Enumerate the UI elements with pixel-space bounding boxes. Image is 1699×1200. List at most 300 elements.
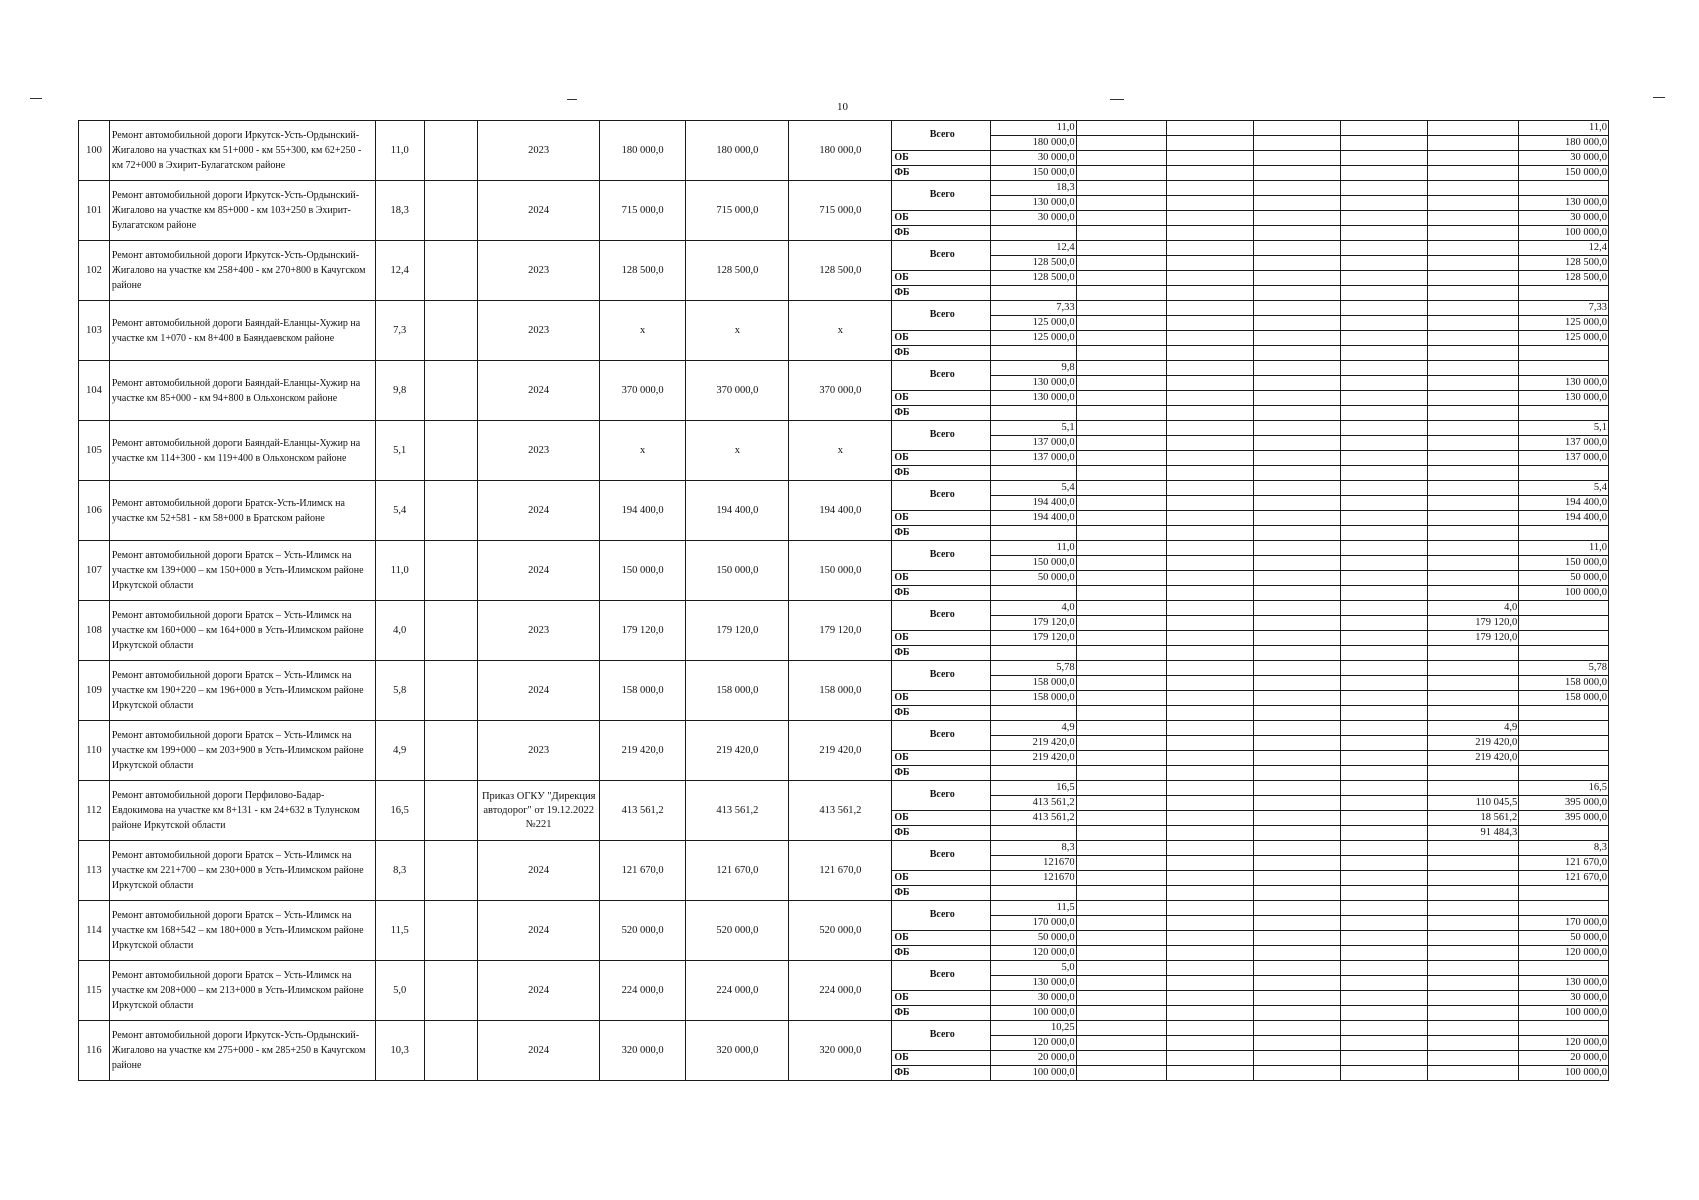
period-value	[1427, 766, 1519, 781]
empty-cell	[1253, 901, 1341, 916]
empty-cell	[1341, 166, 1427, 181]
road-length: 12,4	[375, 241, 424, 301]
empty-cell	[1167, 841, 1253, 856]
funding-label: Всего	[892, 841, 991, 871]
empty-cell	[1076, 586, 1167, 601]
total-value: 128 500,0	[991, 271, 1076, 286]
period-value	[1427, 916, 1519, 931]
repair-year: 2023	[478, 721, 599, 781]
funding-label: Всего	[892, 601, 991, 631]
funding-label: ФБ	[892, 346, 991, 361]
road-length: 4,9	[375, 721, 424, 781]
total-value: 20 000,0	[991, 1051, 1076, 1066]
empty-cell	[424, 601, 478, 661]
total-value: 150 000,0	[991, 166, 1076, 181]
cost-value: 320 000,0	[789, 1021, 892, 1081]
empty-cell	[1076, 571, 1167, 586]
period-value: 100 000,0	[1519, 226, 1609, 241]
row-number: 101	[79, 181, 110, 241]
empty-cell	[1167, 271, 1253, 286]
empty-cell	[1076, 541, 1167, 556]
row-number: 108	[79, 601, 110, 661]
road-length: 11,0	[375, 541, 424, 601]
page-number: 10	[837, 101, 848, 113]
cost-value: 179 120,0	[789, 601, 892, 661]
period-value: 158 000,0	[1519, 691, 1609, 706]
repair-year: 2024	[478, 661, 599, 721]
empty-cell	[1341, 541, 1427, 556]
period-value	[1427, 646, 1519, 661]
empty-cell	[1167, 196, 1253, 211]
cost-value: 224 000,0	[789, 961, 892, 1021]
period-value: 100 000,0	[1519, 1006, 1609, 1021]
empty-cell	[1167, 151, 1253, 166]
funding-label: ОБ	[892, 571, 991, 586]
empty-cell	[1253, 331, 1341, 346]
period-value	[1427, 976, 1519, 991]
empty-cell	[1341, 931, 1427, 946]
empty-cell	[1167, 181, 1253, 196]
period-value: 120 000,0	[1519, 1036, 1609, 1051]
total-value: 413 561,2	[991, 796, 1076, 811]
period-value: 121 670,0	[1519, 871, 1609, 886]
period-value	[1519, 706, 1609, 721]
period-value	[1427, 466, 1519, 481]
period-value: 8,3	[1519, 841, 1609, 856]
road-name: Ремонт автомобильной дороги Иркутск-Усть-Ордынский-Жигалово на участке км 85+000 - км 103+250 в Эхирит-Булагатском районе	[109, 181, 375, 241]
cost-value: 179 120,0	[599, 601, 685, 661]
row-number: 115	[79, 961, 110, 1021]
cost-value: 413 561,2	[599, 781, 685, 841]
total-value: 130 000,0	[991, 196, 1076, 211]
funding-label: Всего	[892, 1021, 991, 1051]
table-row	[79, 121, 1609, 136]
empty-cell	[1167, 736, 1253, 751]
period-value	[1427, 1036, 1519, 1051]
repair-year: 2024	[478, 481, 599, 541]
period-value: 137 000,0	[1519, 436, 1609, 451]
empty-cell	[1341, 661, 1427, 676]
empty-cell	[1076, 1051, 1167, 1066]
period-value: 125 000,0	[1519, 331, 1609, 346]
funding-label: ОБ	[892, 451, 991, 466]
empty-cell	[1076, 751, 1167, 766]
period-value	[1427, 1066, 1519, 1081]
period-value	[1519, 766, 1609, 781]
empty-cell	[1076, 916, 1167, 931]
period-value: 170 000,0	[1519, 916, 1609, 931]
empty-cell	[1076, 871, 1167, 886]
empty-cell	[1076, 481, 1167, 496]
period-value	[1519, 346, 1609, 361]
empty-cell	[1076, 736, 1167, 751]
total-value: 125 000,0	[991, 331, 1076, 346]
empty-cell	[1253, 211, 1341, 226]
funding-label: ОБ	[892, 931, 991, 946]
period-value: 194 400,0	[1519, 496, 1609, 511]
cost-value: 128 500,0	[789, 241, 892, 301]
cost-value: 180 000,0	[686, 121, 789, 181]
table-row	[79, 721, 1609, 736]
road-repair-table	[78, 120, 1609, 1081]
empty-cell	[1167, 661, 1253, 676]
period-value: 150 000,0	[1519, 166, 1609, 181]
period-value: 50 000,0	[1519, 931, 1609, 946]
road-name: Ремонт автомобильной дороги Братск – Усть-Илимск на участке км 160+000 – км 164+000 в Усть-Илимском районе Иркутской области	[109, 601, 375, 661]
empty-cell	[1076, 241, 1167, 256]
row-number: 105	[79, 421, 110, 481]
empty-cell	[1076, 1066, 1167, 1081]
empty-cell	[1076, 556, 1167, 571]
empty-cell	[1341, 316, 1427, 331]
repair-year: 2024	[478, 1021, 599, 1081]
empty-cell	[1341, 421, 1427, 436]
row-number: 100	[79, 121, 110, 181]
empty-cell	[1253, 181, 1341, 196]
period-value	[1519, 886, 1609, 901]
empty-cell	[1341, 646, 1427, 661]
total-value: 120 000,0	[991, 1036, 1076, 1051]
period-value: 5,1	[1519, 421, 1609, 436]
empty-cell	[1253, 136, 1341, 151]
total-value: 11,0	[991, 541, 1076, 556]
period-value	[1427, 166, 1519, 181]
empty-cell	[1076, 151, 1167, 166]
road-name: Ремонт автомобильной дороги Баяндай-Еланцы-Хужир на участке км 114+300 - км 119+400 в Ольхонском районе	[109, 421, 375, 481]
repair-year: 2024	[478, 841, 599, 901]
period-value	[1427, 526, 1519, 541]
period-value	[1427, 706, 1519, 721]
cost-value: 194 400,0	[599, 481, 685, 541]
period-value	[1519, 616, 1609, 631]
empty-cell	[1341, 361, 1427, 376]
cost-value: 715 000,0	[599, 181, 685, 241]
funding-label: ФБ	[892, 706, 991, 721]
road-length: 5,1	[375, 421, 424, 481]
empty-cell	[1167, 331, 1253, 346]
funding-label: Всего	[892, 481, 991, 511]
empty-cell	[1341, 451, 1427, 466]
total-value: 150 000,0	[991, 556, 1076, 571]
funding-label: ФБ	[892, 166, 991, 181]
road-name: Ремонт автомобильной дороги Иркутск-Усть-Ордынский-Жигалово на участке км 258+400 - км 270+800 в Качугском районе	[109, 241, 375, 301]
empty-cell	[1341, 1066, 1427, 1081]
empty-cell	[1341, 991, 1427, 1006]
funding-label: ФБ	[892, 766, 991, 781]
total-value: 50 000,0	[991, 931, 1076, 946]
total-value: 121670	[991, 871, 1076, 886]
period-value	[1519, 601, 1609, 616]
row-number: 113	[79, 841, 110, 901]
empty-cell	[1076, 466, 1167, 481]
road-name: Ремонт автомобильной дороги Баяндай-Еланцы-Хужир на участке км 1+070 - км 8+400 в Баяндаевском районе	[109, 301, 375, 361]
period-value	[1519, 646, 1609, 661]
empty-cell	[1076, 316, 1167, 331]
period-value	[1427, 376, 1519, 391]
period-value	[1427, 496, 1519, 511]
period-value	[1519, 526, 1609, 541]
total-value: 4,0	[991, 601, 1076, 616]
empty-cell	[1167, 226, 1253, 241]
empty-cell	[1253, 931, 1341, 946]
empty-cell	[1167, 391, 1253, 406]
cost-value: 194 400,0	[686, 481, 789, 541]
road-name: Ремонт автомобильной дороги Братск – Усть-Илимск на участке км 139+000 – км 150+000 в Усть-Илимском районе Иркутской области	[109, 541, 375, 601]
period-value: 130 000,0	[1519, 376, 1609, 391]
table-body	[79, 121, 1609, 1081]
cost-value: 520 000,0	[599, 901, 685, 961]
empty-cell	[424, 301, 478, 361]
funding-label: Всего	[892, 121, 991, 151]
empty-cell	[424, 361, 478, 421]
empty-cell	[1076, 511, 1167, 526]
period-value	[1427, 436, 1519, 451]
total-value: 5,1	[991, 421, 1076, 436]
period-value: 100 000,0	[1519, 1066, 1609, 1081]
empty-cell	[1253, 151, 1341, 166]
table-row	[79, 661, 1609, 676]
empty-cell	[1167, 961, 1253, 976]
funding-label: ОБ	[892, 151, 991, 166]
road-name: Ремонт автомобильной дороги Баяндай-Еланцы-Хужир на участке км 85+000 - км 94+800 в Ольхонском районе	[109, 361, 375, 421]
empty-cell	[1167, 1066, 1253, 1081]
empty-cell	[1341, 601, 1427, 616]
table-row	[79, 241, 1609, 256]
empty-cell	[1253, 166, 1341, 181]
empty-cell	[1076, 616, 1167, 631]
empty-cell	[1253, 421, 1341, 436]
period-value	[1427, 856, 1519, 871]
period-value	[1427, 886, 1519, 901]
cost-value: 121 670,0	[599, 841, 685, 901]
road-length: 8,3	[375, 841, 424, 901]
road-name: Ремонт автомобильной дороги Братск-Усть-Илимск на участке км 52+581 - км 58+000 в Братском районе	[109, 481, 375, 541]
empty-cell	[1341, 856, 1427, 871]
funding-label: Всего	[892, 421, 991, 451]
empty-cell	[1341, 496, 1427, 511]
period-value: 100 000,0	[1519, 586, 1609, 601]
funding-label: Всего	[892, 781, 991, 811]
period-value	[1427, 406, 1519, 421]
total-value: 120 000,0	[991, 946, 1076, 961]
empty-cell	[1253, 721, 1341, 736]
funding-label: ОБ	[892, 751, 991, 766]
empty-cell	[1253, 841, 1341, 856]
empty-cell	[1167, 856, 1253, 871]
period-value: 11,0	[1519, 121, 1609, 136]
empty-cell	[1167, 811, 1253, 826]
funding-label: ОБ	[892, 811, 991, 826]
road-name: Ремонт автомобильной дороги Иркутск-Усть-Ордынский-Жигалово на участке км 275+000 - км 285+250 в Качугском районе	[109, 1021, 375, 1081]
empty-cell	[1341, 511, 1427, 526]
empty-cell	[1253, 1006, 1341, 1021]
empty-cell	[1167, 256, 1253, 271]
empty-cell	[1341, 961, 1427, 976]
empty-cell	[1167, 871, 1253, 886]
total-value	[991, 286, 1076, 301]
funding-label: ФБ	[892, 886, 991, 901]
empty-cell	[1341, 616, 1427, 631]
table-row	[79, 421, 1609, 436]
period-value	[1427, 1006, 1519, 1021]
total-value	[991, 706, 1076, 721]
cost-value: 219 420,0	[789, 721, 892, 781]
empty-cell	[1341, 241, 1427, 256]
total-value	[991, 226, 1076, 241]
period-value	[1427, 781, 1519, 796]
cost-value: 121 670,0	[789, 841, 892, 901]
total-value	[991, 826, 1076, 841]
funding-label: ОБ	[892, 331, 991, 346]
period-value	[1427, 211, 1519, 226]
empty-cell	[1167, 496, 1253, 511]
period-value	[1427, 946, 1519, 961]
cost-value: 320 000,0	[599, 1021, 685, 1081]
empty-cell	[1253, 271, 1341, 286]
empty-cell	[1076, 451, 1167, 466]
period-value	[1519, 631, 1609, 646]
period-value	[1427, 661, 1519, 676]
empty-cell	[1341, 196, 1427, 211]
empty-cell	[1076, 601, 1167, 616]
empty-cell	[1253, 751, 1341, 766]
empty-cell	[1253, 196, 1341, 211]
empty-cell	[1076, 286, 1167, 301]
empty-cell	[1076, 346, 1167, 361]
empty-cell	[1253, 511, 1341, 526]
table-row	[79, 841, 1609, 856]
empty-cell	[1253, 1066, 1341, 1081]
period-value	[1427, 196, 1519, 211]
period-value: 395 000,0	[1519, 796, 1609, 811]
period-value	[1427, 1021, 1519, 1036]
cost-value: 219 420,0	[686, 721, 789, 781]
empty-cell	[1341, 796, 1427, 811]
empty-cell	[1167, 406, 1253, 421]
empty-cell	[1076, 271, 1167, 286]
total-value: 413 561,2	[991, 811, 1076, 826]
total-value	[991, 766, 1076, 781]
period-value: 128 500,0	[1519, 256, 1609, 271]
empty-cell	[424, 541, 478, 601]
empty-cell	[1167, 436, 1253, 451]
empty-cell	[1076, 886, 1167, 901]
empty-cell	[1341, 121, 1427, 136]
empty-cell	[1253, 976, 1341, 991]
funding-label: ОБ	[892, 871, 991, 886]
empty-cell	[1341, 226, 1427, 241]
empty-cell	[1341, 1051, 1427, 1066]
empty-cell	[1076, 961, 1167, 976]
empty-cell	[1253, 451, 1341, 466]
empty-cell	[1076, 646, 1167, 661]
total-value: 219 420,0	[991, 751, 1076, 766]
empty-cell	[1167, 781, 1253, 796]
empty-cell	[1253, 676, 1341, 691]
period-value	[1519, 466, 1609, 481]
cost-value: 413 561,2	[789, 781, 892, 841]
empty-cell	[1167, 631, 1253, 646]
total-value	[991, 406, 1076, 421]
empty-cell	[1167, 1036, 1253, 1051]
period-value	[1427, 571, 1519, 586]
funding-label: Всего	[892, 901, 991, 931]
empty-cell	[1076, 421, 1167, 436]
funding-label: ОБ	[892, 271, 991, 286]
period-value: 179 120,0	[1427, 631, 1519, 646]
empty-cell	[1167, 286, 1253, 301]
cost-value: 158 000,0	[599, 661, 685, 721]
repair-year: 2023	[478, 121, 599, 181]
period-value: 30 000,0	[1519, 991, 1609, 1006]
empty-cell	[1167, 556, 1253, 571]
row-number: 102	[79, 241, 110, 301]
funding-label: Всего	[892, 361, 991, 391]
period-value	[1519, 961, 1609, 976]
cost-value: 121 670,0	[686, 841, 789, 901]
empty-cell	[1341, 916, 1427, 931]
cost-value: 715 000,0	[686, 181, 789, 241]
empty-cell	[1253, 406, 1341, 421]
row-number: 106	[79, 481, 110, 541]
repair-year: 2024	[478, 361, 599, 421]
empty-cell	[1253, 391, 1341, 406]
cost-value: 219 420,0	[599, 721, 685, 781]
cost-value: 520 000,0	[789, 901, 892, 961]
total-value: 5,4	[991, 481, 1076, 496]
empty-cell	[1167, 571, 1253, 586]
cost-value: 224 000,0	[599, 961, 685, 1021]
funding-label: ФБ	[892, 406, 991, 421]
empty-cell	[1167, 901, 1253, 916]
row-number: 104	[79, 361, 110, 421]
period-value: 219 420,0	[1427, 736, 1519, 751]
empty-cell	[1167, 301, 1253, 316]
scan-artifact	[30, 98, 42, 99]
empty-cell	[1253, 496, 1341, 511]
period-value: 30 000,0	[1519, 151, 1609, 166]
empty-cell	[1167, 691, 1253, 706]
total-value: 30 000,0	[991, 991, 1076, 1006]
empty-cell	[1341, 721, 1427, 736]
empty-cell	[1076, 181, 1167, 196]
empty-cell	[1076, 781, 1167, 796]
cost-value: 179 120,0	[686, 601, 789, 661]
period-value: 4,9	[1427, 721, 1519, 736]
period-value: 12,4	[1519, 241, 1609, 256]
repair-year: 2024	[478, 541, 599, 601]
funding-label: ФБ	[892, 646, 991, 661]
total-value: 8,3	[991, 841, 1076, 856]
empty-cell	[1076, 436, 1167, 451]
empty-cell	[1341, 751, 1427, 766]
funding-label: ОБ	[892, 391, 991, 406]
empty-cell	[1341, 256, 1427, 271]
empty-cell	[1341, 301, 1427, 316]
empty-cell	[1167, 826, 1253, 841]
funding-label: Всего	[892, 241, 991, 271]
empty-cell	[1076, 376, 1167, 391]
total-value: 180 000,0	[991, 136, 1076, 151]
total-value: 130 000,0	[991, 976, 1076, 991]
empty-cell	[1253, 811, 1341, 826]
empty-cell	[1076, 406, 1167, 421]
empty-cell	[1341, 346, 1427, 361]
empty-cell	[1076, 991, 1167, 1006]
empty-cell	[1341, 691, 1427, 706]
empty-cell	[1167, 361, 1253, 376]
scan-artifact	[1110, 99, 1124, 100]
